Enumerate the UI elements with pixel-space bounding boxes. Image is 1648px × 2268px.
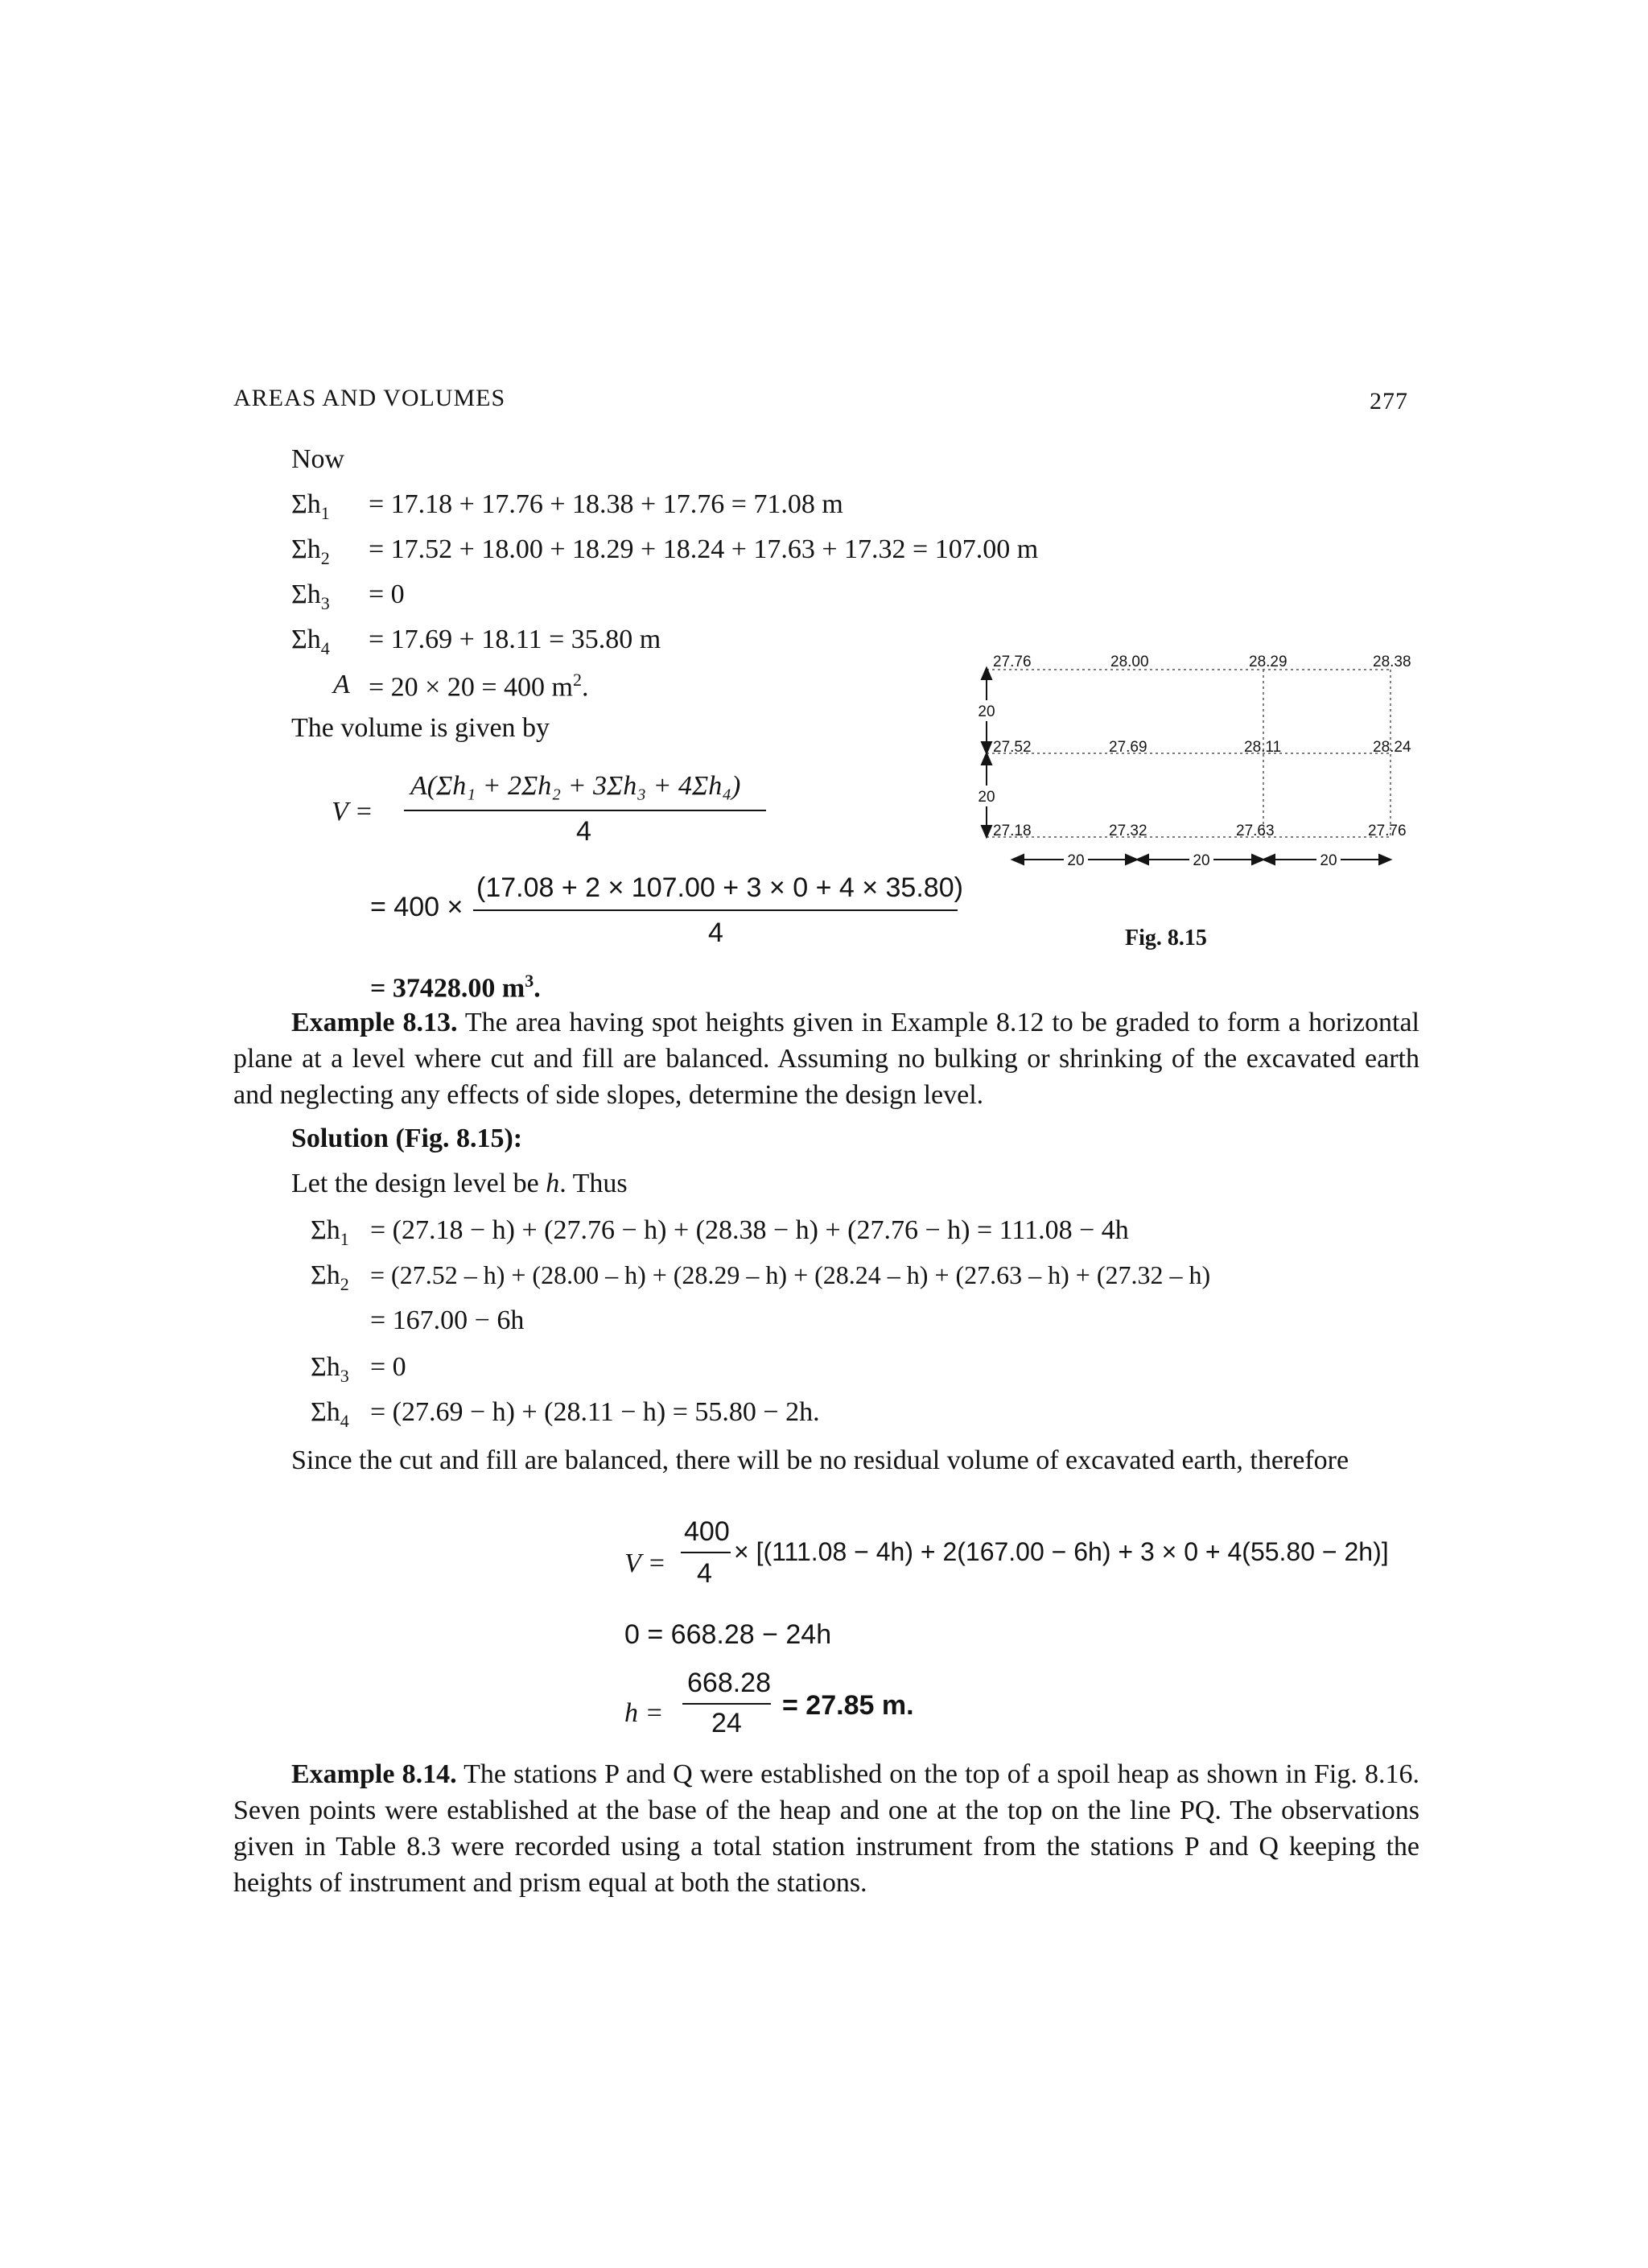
spot-height-r2c2: 27.69 xyxy=(1109,739,1147,756)
sum-h3-sub: 3 xyxy=(320,592,330,613)
example-8-13-paragraph xyxy=(233,1004,1419,1113)
v-fraction-bar xyxy=(404,810,766,811)
spot-height-r2c1: 27.52 xyxy=(993,739,1032,756)
sum-h4-sub: 4 xyxy=(320,637,330,658)
horizontal-dim-label-2: 20 xyxy=(1193,852,1210,869)
eq4-sub: 4 xyxy=(340,1410,349,1431)
eq4-lhs-text: Σh xyxy=(311,1397,340,1427)
eq2-lhs-text: Σh xyxy=(311,1260,340,1290)
sum-h3-rhs: = 0 xyxy=(369,579,405,609)
final-v-rest: × [(111.08 − 4h) + 2(167.00 − 6h) + 3 × 0 + 4(55.80 − 2h)] xyxy=(734,1537,1389,1566)
v-denominator: 4 xyxy=(576,816,591,847)
sum-h1-lhs: Σh xyxy=(291,489,321,519)
v-numerator: A(Σh₁ + 2Σh₂ + 3Σh₃ + 4Σh₄) xyxy=(410,771,741,801)
eq1-lhs xyxy=(311,1215,349,1250)
volume-intro: The volume is given by xyxy=(291,713,550,743)
spot-height-r1c4: 28.38 xyxy=(1373,654,1411,670)
let-text-a: Let the design level be xyxy=(291,1169,546,1198)
spot-height-r3c3: 27.63 xyxy=(1236,823,1275,839)
final-v-num: 400 xyxy=(684,1516,730,1547)
arrow-right-3 xyxy=(1379,855,1390,864)
v3-end: . xyxy=(534,973,541,1004)
spot-height-r1c3: 28.29 xyxy=(1249,654,1288,670)
v3-result xyxy=(370,971,541,1004)
area-sup: 2 xyxy=(572,670,582,690)
eq3-lhs xyxy=(311,1352,349,1387)
sum-h3-lhs: Σh xyxy=(291,579,321,609)
h-num: 668.28 xyxy=(687,1668,771,1698)
h-lhs: h = xyxy=(624,1698,664,1728)
final-v-bar xyxy=(681,1552,731,1553)
area-rhs-text: = 20 × 20 = 400 m xyxy=(369,672,573,703)
arrow-left-1 xyxy=(1012,855,1024,864)
eq2-sub: 2 xyxy=(340,1273,349,1294)
h-den: 24 xyxy=(711,1708,742,1738)
solution-label: Solution (Fig. 8.15): xyxy=(291,1124,523,1153)
spot-height-r3c4: 27.76 xyxy=(1368,823,1407,839)
v3-sup: 3 xyxy=(525,971,534,991)
sum-h3-line xyxy=(291,579,330,614)
eq2-continued: = 167.00 − 6h xyxy=(370,1305,525,1335)
horizontal-dim-label-1: 20 xyxy=(1067,852,1085,869)
v2-denominator: 4 xyxy=(708,918,723,948)
sum-h4-rhs: = 17.69 + 18.11 = 35.80 m xyxy=(369,625,661,654)
page-number: 277 xyxy=(1370,388,1408,414)
eq3-lhs-text: Σh xyxy=(311,1352,340,1382)
spot-height-r1c2: 28.00 xyxy=(1110,654,1149,670)
v2-numerator: (17.08 + 2 × 107.00 + 3 × 0 + 4 × 35.80) xyxy=(476,872,963,903)
let-line xyxy=(291,1169,628,1199)
figure-caption: Fig. 8.15 xyxy=(1125,926,1207,950)
eq4-rhs: = (27.69 − h) + (28.11 − h) = 55.80 − 2h. xyxy=(370,1397,820,1427)
arrow-down-bottom xyxy=(982,826,991,837)
sum-h1-sub: 1 xyxy=(320,502,330,523)
horizontal-dim-label-3: 20 xyxy=(1320,852,1337,869)
area-end: . xyxy=(581,672,589,703)
arrow-up-top xyxy=(982,668,991,679)
spot-height-r2c3: 28.11 xyxy=(1244,739,1282,756)
v2-prefix: = 400 × xyxy=(370,892,464,922)
vertical-dim-label-1: 20 xyxy=(978,703,995,720)
arrow-up-mid xyxy=(982,753,991,765)
now-label: Now xyxy=(291,444,345,474)
example-8-14-label: Example 8.14. xyxy=(291,1759,457,1789)
v2-fraction-bar xyxy=(473,909,958,911)
since-paragraph: Since the cut and fill are balanced, there will be no residual volume of excavated earth, therefore xyxy=(291,1445,1349,1475)
example-8-13-text: The area having spot heights given in Example 8.12 to be graded to form a horizontal plane at a level where cut and fill are balanced. Assuming no bulking or shrinking of the excavated earth and neglecting any effects of side slopes, determine the design level. xyxy=(233,1008,1420,1110)
sum-h2-rhs: = 17.52 + 18.00 + 18.29 + 18.24 + 17.63 + 17.32 = 107.00 m xyxy=(369,534,1039,564)
zero-equation: 0 = 668.28 − 24h xyxy=(624,1619,832,1650)
sum-h1-rhs: = 17.18 + 17.76 + 18.38 + 17.76 = 71.08 m xyxy=(369,489,843,519)
sum-h4-line xyxy=(291,625,330,659)
figure-8-15 xyxy=(966,652,1416,918)
eq3-rhs: = 0 xyxy=(370,1352,406,1382)
running-header: AREAS AND VOLUMES xyxy=(233,385,506,411)
spot-height-r1c1: 27.76 xyxy=(993,654,1032,670)
area-lhs: A xyxy=(333,670,350,699)
eq1-sub: 1 xyxy=(340,1228,349,1249)
final-v-den: 4 xyxy=(697,1558,712,1589)
example-8-14-text: The stations P and Q were established on the top of a spoil heap as shown in Fig. 8.16. Seven points were established at the base of the heap and one at the top on the line PQ. The observations given in Table 8.3 were recorded using a total station instrument from the stations P and Q keeping the heights of instrument and prism equal at both the stations. xyxy=(233,1759,1419,1898)
spot-height-r3c2: 27.32 xyxy=(1109,823,1147,839)
example-8-13-label: Example 8.13. xyxy=(291,1008,458,1037)
eq2-lhs xyxy=(311,1260,349,1295)
v-lhs: V = xyxy=(332,797,373,827)
sum-h2-sub: 2 xyxy=(320,547,330,568)
let-var: h xyxy=(546,1169,560,1198)
example-8-14-paragraph xyxy=(233,1756,1419,1901)
arrow-left-3 xyxy=(1263,855,1275,864)
eq1-lhs-text: Σh xyxy=(311,1215,340,1245)
sum-h1-line xyxy=(291,489,330,524)
area-rhs xyxy=(369,670,588,703)
vertical-dim-label-2: 20 xyxy=(978,789,995,806)
eq2-rhs: = (27.52 – h) + (28.00 – h) + (28.29 – h) + (28.24 – h) + (27.63 – h) + (27.32 – h) xyxy=(370,1260,1211,1289)
spot-height-r2c4: 28.24 xyxy=(1373,739,1411,756)
final-v-lhs: V = xyxy=(624,1548,666,1578)
h-bar xyxy=(682,1703,771,1705)
arrow-left-2 xyxy=(1137,855,1148,864)
eq1-rhs: = (27.18 − h) + (27.76 − h) + (28.38 − h) + (27.76 − h) = 111.08 − 4h xyxy=(370,1215,1129,1245)
v3-result-text: = 37428.00 m xyxy=(370,973,525,1004)
eq4-lhs xyxy=(311,1397,349,1432)
eq3-sub: 3 xyxy=(340,1365,349,1386)
let-text-b: . Thus xyxy=(559,1169,628,1198)
sum-h2-line xyxy=(291,534,330,569)
spot-height-r3c1: 27.18 xyxy=(993,823,1032,839)
sum-h4-lhs: Σh xyxy=(291,625,321,654)
sum-h2-lhs: Σh xyxy=(291,534,321,564)
h-result: = 27.85 m. xyxy=(782,1690,914,1721)
